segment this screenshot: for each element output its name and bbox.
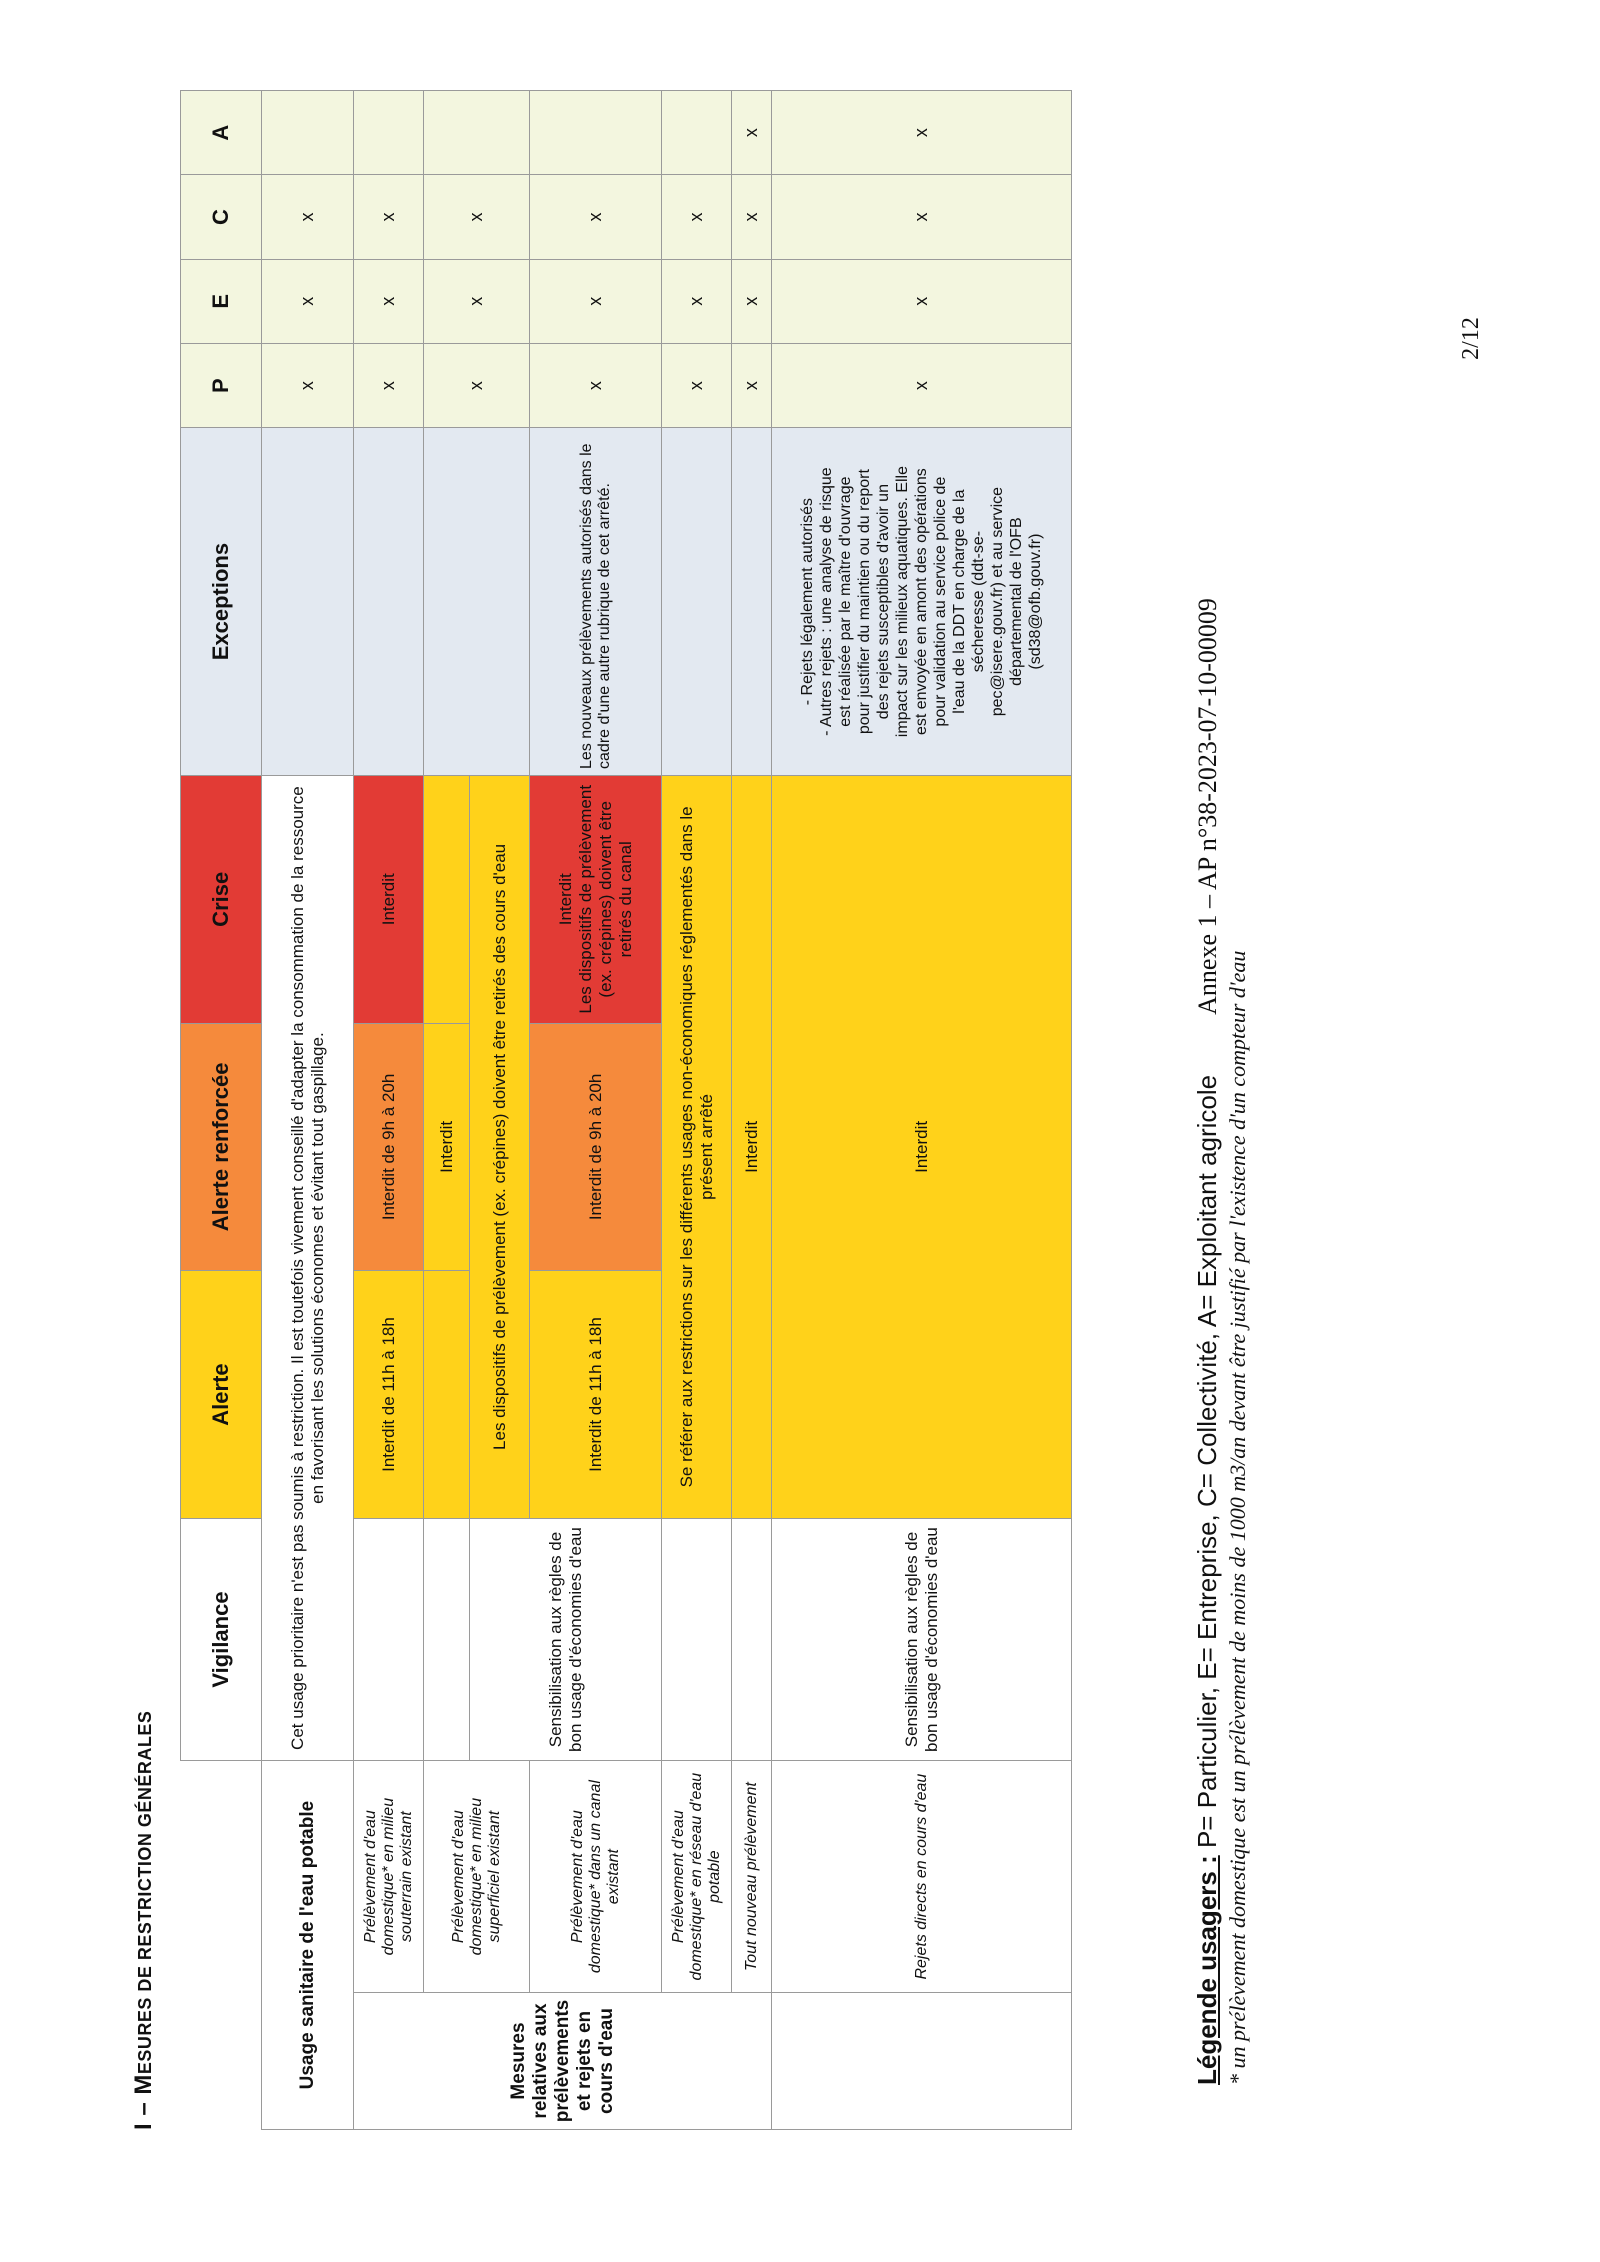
souterrain-vigilance — [354, 1518, 424, 1760]
exception-line: pour justifier du maintien ou du report — [856, 469, 873, 735]
mark-c: x — [424, 175, 530, 259]
section-title — [130, 90, 158, 2130]
section-title-rest: ESURES DE RESTRICTION GÉNÉRALES — [135, 1710, 155, 2075]
row-souterrain — [354, 91, 424, 2130]
rejets-exception — [772, 428, 1072, 776]
canal-crise-interdit: Interdit — [555, 873, 575, 926]
souterrain-exception — [354, 428, 424, 776]
exception-line: (sd38@ofb.gouv.fr) — [1027, 533, 1044, 670]
usage-sanitaire-exception — [262, 428, 354, 776]
header-vigilance: Vigilance — [181, 1518, 262, 1760]
mark-p: x — [424, 343, 530, 427]
header-alerte: Alerte — [181, 1271, 262, 1519]
legend-line — [1190, 265, 1225, 2085]
header-a: A — [181, 91, 262, 175]
rejets-text: Interdit — [772, 775, 1072, 1518]
mark-a: x — [732, 91, 772, 175]
nouveau-exception — [732, 428, 772, 776]
mark-a — [424, 91, 530, 175]
mark-e: x — [424, 259, 530, 343]
row-rejets — [772, 91, 1072, 2130]
legend-block — [1190, 265, 1310, 2085]
rejets-label: Rejets directs en cours d'eau — [772, 1761, 1072, 1993]
superficiel-dispositifs: Les dispositifs de prélèvement (ex. crépines) doivent être retirés des cours d'eau — [470, 775, 530, 1518]
section-title-initial: M — [130, 2074, 157, 2095]
canal-alerte-renforcee: Interdit de 9h à 20h — [530, 1023, 662, 1271]
canal-alerte: Interdit de 11h à 18h — [530, 1271, 662, 1519]
header-empty — [181, 1761, 262, 2130]
reseau-text: Se référer aux restrictions sur les différents usages non-économiques réglementés dans le présent arrêté — [662, 775, 732, 1518]
mark-c: x — [772, 175, 1072, 259]
nouveau-vigilance — [732, 1518, 772, 1760]
rejets-group-cell — [772, 1993, 1072, 2130]
page-number: 2/12 — [1457, 317, 1484, 360]
annexe-reference: Annexe 1 – AP n°38-2023-07-10-00009 — [1193, 598, 1222, 1015]
superficiel-vigilance — [424, 1518, 470, 1760]
souterrain-alerte: Interdit de 11h à 18h — [354, 1271, 424, 1519]
exception-line: l'eau de la DDT en charge de la — [951, 489, 968, 714]
mark-e: x — [732, 259, 772, 343]
superficiel-exception — [424, 428, 530, 776]
exception-line: pour validation au service police de — [932, 476, 949, 727]
exception-line: - Rejets légalement autorisés — [799, 498, 816, 706]
souterrain-label: Prélèvement d'eau domestique* en milieu souterrain existant — [354, 1761, 424, 1993]
exception-line: pec@isere.gouv.fr) et au service — [989, 486, 1006, 717]
header-row — [181, 91, 262, 2130]
mark-p: x — [662, 343, 732, 427]
exception-line: est envoyée en amont des opérations — [913, 468, 930, 736]
souterrain-alerte-renforcee: Interdit de 9h à 20h — [354, 1023, 424, 1271]
exception-line: - Autres rejets : une analyse de risque — [818, 467, 835, 736]
canal-crise-dispositifs: Les dispositifs de prélèvement (ex. crépines) doivent être retirés du canal — [575, 784, 635, 1014]
superficiel-interdit: Interdit — [424, 1023, 470, 1271]
legend-title: Légende usagers : — [1192, 1855, 1222, 2085]
mark-c: x — [262, 175, 354, 259]
mark-c: x — [732, 175, 772, 259]
header-p: P — [181, 343, 262, 427]
mark-p: x — [772, 343, 1072, 427]
row-nouveau — [732, 91, 772, 2130]
footnote: * un prélèvement domestique est un prélèvement de moins de 1000 m3/an devant être justifié par l'existence d'un compteur d'eau — [1225, 950, 1250, 2085]
mark-e: x — [772, 259, 1072, 343]
mark-a — [354, 91, 424, 175]
reseau-label: Prélèvement d'eau domestique* en réseau d'eau potable — [662, 1761, 732, 1993]
usage-sanitaire-label: Usage sanitaire de l'eau potable — [262, 1761, 354, 2130]
exception-line: impact sur les milieux aquatiques. Elle — [894, 465, 911, 738]
mark-a — [662, 91, 732, 175]
row-superficiel-top — [424, 91, 470, 2130]
rejets-exception-list — [798, 434, 1045, 769]
mark-a — [262, 91, 354, 175]
mark-p: x — [530, 343, 662, 427]
legend-text: P= Particulier, E= Entreprise, C= Collectivité, A= Exploitant agricole — [1192, 1074, 1222, 1856]
mark-p: x — [732, 343, 772, 427]
header-crise: Crise — [181, 775, 262, 1023]
header-exceptions: Exceptions — [181, 428, 262, 776]
mark-e: x — [354, 259, 424, 343]
mark-a — [530, 91, 662, 175]
mark-c: x — [662, 175, 732, 259]
group-label: Mesures relatives aux prélèvements et rejets en cours d'eau — [354, 1993, 772, 2130]
canal-exception: Les nouveaux prélèvements autorisés dans le cadre d'une autre rubrique de cet arrêté. — [530, 428, 662, 776]
exception-line: départemental de l'OFB — [1008, 517, 1025, 686]
exception-line: est réalisée par le maître d'ouvrage — [837, 476, 854, 727]
reseau-exception — [662, 428, 732, 776]
superficiel-alerte-empty — [424, 1271, 470, 1519]
mark-e: x — [262, 259, 354, 343]
nouveau-label: Tout nouveau prélèvement — [732, 1761, 772, 1993]
superficiel-label: Prélèvement d'eau domestique* en milieu superficiel existant — [424, 1761, 530, 1993]
header-alerte-renforcee: Alerte renforcée — [181, 1023, 262, 1271]
row-reseau — [662, 91, 732, 2130]
header-e: E — [181, 259, 262, 343]
mark-e: x — [662, 259, 732, 343]
exception-line: sécheresse (ddt-se- — [970, 530, 987, 673]
row-canal — [530, 91, 662, 2130]
mark-c: x — [354, 175, 424, 259]
reseau-vigilance — [662, 1518, 732, 1760]
superficiel-crise-empty — [424, 775, 470, 1023]
rotated-content — [130, 90, 1090, 2130]
mark-p: x — [354, 343, 424, 427]
nouveau-text: Interdit — [732, 775, 772, 1518]
souterrain-crise: Interdit — [354, 775, 424, 1023]
usage-sanitaire-text: Cet usage prioritaire n'est pas soumis à restriction. Il est toutefois vivement conseillé d'adapter la consommation de la ressource en favorisant les solutions économes et évitant tout gaspillage. — [262, 775, 354, 1760]
header-c: C — [181, 175, 262, 259]
row-usage-sanitaire — [262, 91, 354, 2130]
mark-a: x — [772, 91, 1072, 175]
canal-label: Prélèvement d'eau domestique* dans un canal existant — [530, 1761, 662, 1993]
canal-crise — [530, 775, 662, 1023]
exception-line: des rejets susceptibles d'avoir un — [875, 484, 892, 720]
restriction-table — [180, 90, 1072, 2130]
sensibilisation-1: Sensibilisation aux règles de bon usage d'économies d'eau — [470, 1518, 662, 1760]
section-roman: I – — [130, 2101, 157, 2130]
mark-c: x — [530, 175, 662, 259]
mark-p: x — [262, 343, 354, 427]
mark-e: x — [530, 259, 662, 343]
sensibilisation-2: Sensibilisation aux règles de bon usage d'économies d'eau — [772, 1518, 1072, 1760]
